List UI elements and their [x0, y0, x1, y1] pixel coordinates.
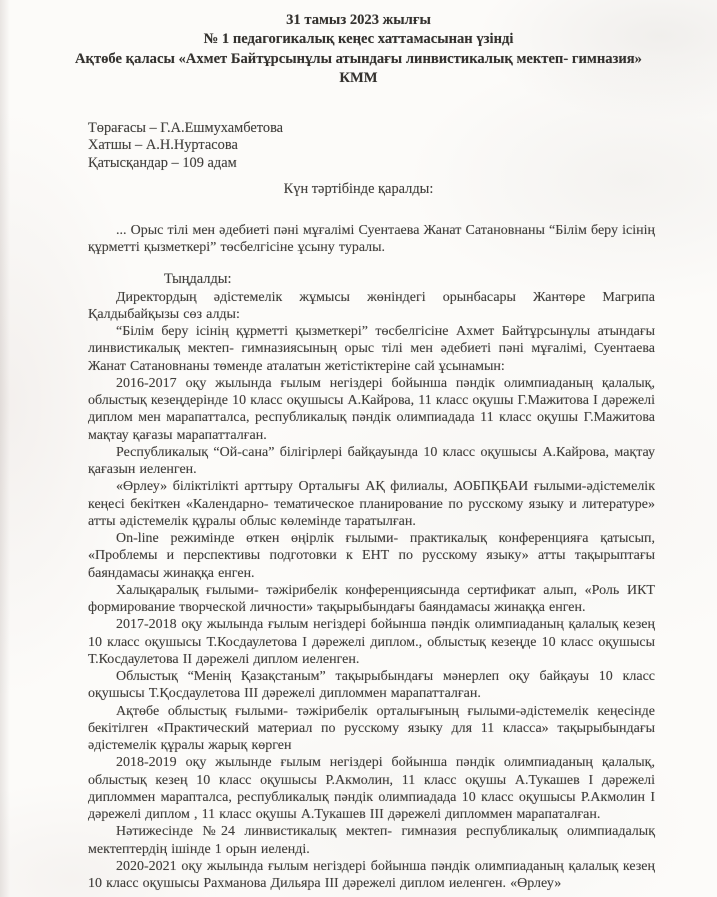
paragraph-school-result: Нәтижесінде №24 линвистикалық мектеп- гимназия республикалық олимпиадалық мектептердің ішінде 1 орын иеленді.: [88, 824, 655, 857]
paragraph-international-conference: Халықаралық ғылыми- тәжірибелік конференциясында сертификат алып, «Роль ИКТ формирование творческой личности» тақырыбындағы баяндамасы жинаққа енген.: [88, 582, 655, 616]
agenda-paragraph: ... Орыс тілі мен әдебиеті пәні мұғалімі Суентаева Жанат Сатановнаны “Білім беру ісінің құрметті қызметкері” төсбелгісіне ұсыну туралы.: [88, 222, 655, 255]
paragraph-2020-2021: 2020-2021 оқу жылында ғылым негіздері бойынша пәндік олимпиаданың қалалық кезең 10 класс оқушысы Рахманова Дильяра III дәрежелі диплом иеленген. «Өрлеу»: [88, 858, 655, 892]
paragraph-nomination: “Білім беру ісінің құрметті қызметкері” төсбелгісіне Ахмет Байтұрсынұлы атындағы линвистикалық мектеп- гимназиясының орыс тілі мен әдебиеті пәні мұғалімі, Суентаева Жанат Сатановнаны төменде аталатын жетістіктеріне сай ұсынамын:: [88, 324, 655, 374]
paragraph-reading-contest: Облыстық “Менің Қазақстаным” тақырыбындағы мәнерлеп оқу байқауы 10 класс оқушысы Т.Қосдаулетова III дәрежелі дипломмен марапатталған.: [88, 669, 655, 702]
meta-chairperson: Төрағасы – Г.А.Ешмухамбетова: [88, 119, 284, 136]
meta-secretary: Хатшы – А.Н.Нуртасова: [88, 137, 238, 154]
document-header: [0, 0, 717, 89]
header-protocol-subject: № 1 педагогикалық кеңес хаттамасынан үзінді: [203, 31, 514, 48]
header-date: 31 тамыз 2023 жылғы: [286, 12, 431, 28]
paragraph-2016-2017: 2016-2017 оқу жылында ғылым негіздері бойынша пәндік олимпиаданың қалалық, облыстық кезеңдерінде 10 класс оқушысы А.Кайрова, 11 класс оқушы Г.Мажитова I дәрежелі диплом мен марапатталса, республикалық пәндік олимпиадада 11 класс оқушы Г.Мажитова мақтау қағазы марапатталған.: [88, 375, 655, 443]
heard-heading: Тыңдалды:: [164, 271, 232, 288]
header-org-type: КММ: [339, 70, 378, 87]
meta-attendees: Қатысқандар – 109 адам: [88, 154, 237, 171]
document-body: [88, 222, 655, 893]
meeting-meta: [88, 120, 717, 173]
paragraph-2018-2019: 2018-2019 оқу жылынде ғылым негіздері бойынша пәндік олимпиаданың қалалық, облыстық кезең 10 класс оқушысы Р.Акмолин, 11 класс оқушы А.Тукашев I дәрежелі дипломмен марапталса, республикалық пәндік олимпиадада 10 класс оқушысы Р.Акмолин I дәрежелі диплом , 11 класс оқушы А.Тукашев III дәрежелі дипломмен марапаталған.: [88, 755, 655, 823]
paragraph-online-conference: On-line режимінде өткен өңірлік ғылыми- практикалық конференцияға қатысып, «Проблемы и перспективы подготовки к ЕНТ по русскому языку» атты тақырыптағы баяндамасы жинаққа енген.: [88, 531, 655, 581]
paragraph-oi-sana-contest: Республикалық “Ой-сана” білігірлері байқауында 10 класс оқушысы А.Кайрова, мақтау қағазын иеленген.: [88, 444, 655, 478]
header-organization: Ақтөбе қаласы «Ахмет Байтұрсынұлы атындағы линвистикалық мектеп- гимназия»: [75, 50, 642, 67]
paragraph-orleu-manual: «Өрлеу» біліктілікті арттыру Орталығы АҚ филиалы, АОБПҚБАИ ғылыми-әдістемелік кеңесі бекіткен «Календарно- тематическое планирование по русскому языку и литературе» атты әдістемелік құралы облыс көлемінде таратылған.: [88, 479, 655, 529]
paragraph-2017-2018: 2017-2018 оқу жылында ғылым негіздері бойынша пәндік олимпиаданың қалалық кезең 10 класс оқушысы Т.Косдаулетова I дәрежелі диплом., облыстық кезеңде 10 класс оқушысы Т.Косдаулетова II дәрежелі диплом иеленген.: [88, 617, 655, 667]
paragraph-practical-material: Ақтөбе облыстық ғылыми- тәжірибелік орталығының ғылыми-әдістемелік кеңесінде бекітілген «Практический материал по русскому языку для 11 класса» тақырыбындағы әдістемелік құралы жарық көрген: [88, 703, 655, 754]
agenda-heading: Күн тәртібінде қаралды:: [283, 181, 434, 198]
paragraph-speaker: Директордың әдістемелік жұмысы жөніндегі орынбасары Жантөре Магрипа Қалдыбайқызы сөз алды:: [88, 289, 655, 322]
